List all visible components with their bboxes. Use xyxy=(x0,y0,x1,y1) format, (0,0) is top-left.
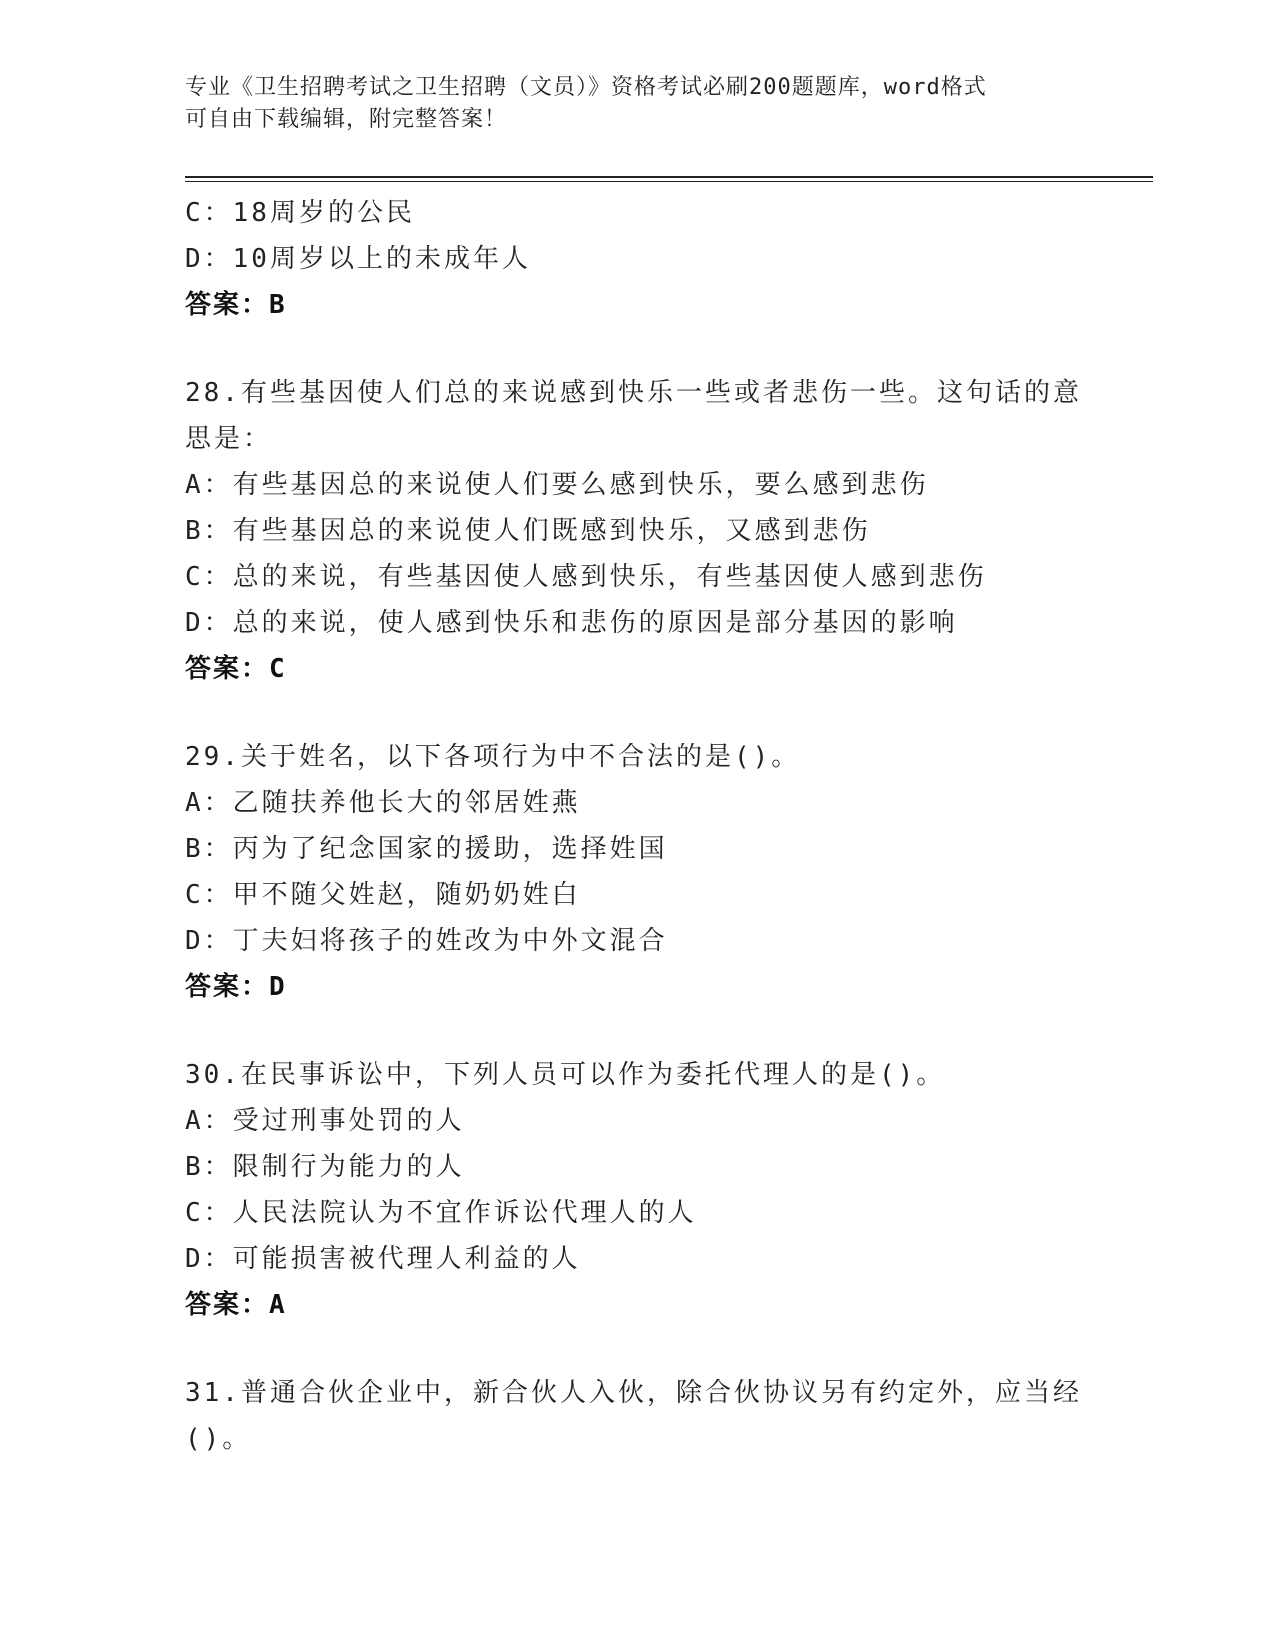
option-a: A：有些基因总的来说使人们要么感到快乐，要么感到悲伤 xyxy=(185,470,929,500)
document-header xyxy=(185,72,1085,136)
answer-line: 答案：B xyxy=(185,290,287,320)
option-c: C：人民法院认为不宜作诉讼代理人的人 xyxy=(185,1198,697,1228)
question-31 xyxy=(185,1370,1085,1462)
option-b: B：丙为了纪念国家的援助，选择姓国 xyxy=(185,834,668,864)
question-stem-continued: 思是： xyxy=(185,424,273,454)
answer-line: 答案：D xyxy=(185,972,287,1002)
option-c: C：甲不随父姓赵，随奶奶姓白 xyxy=(185,880,581,910)
question-30 xyxy=(185,1052,1085,1328)
header-line-1: 专业《卫生招聘考试之卫生招聘（文员）》资格考试必刷200题题库，word格式 xyxy=(185,75,987,100)
option-b: B：有些基因总的来说使人们既感到快乐，又感到悲伤 xyxy=(185,516,871,546)
question-stem: 30.在民事诉讼中，下列人员可以作为委托代理人的是()。 xyxy=(185,1060,946,1090)
option-c: C：总的来说，有些基因使人感到快乐，有些基因使人感到悲伤 xyxy=(185,562,987,592)
option-c: C：18周岁的公民 xyxy=(185,198,415,228)
header-divider-thin xyxy=(185,181,1153,182)
option-d: D：10周岁以上的未成年人 xyxy=(185,244,531,274)
option-a: A：受过刑事处罚的人 xyxy=(185,1106,465,1136)
option-d: D：总的来说，使人感到快乐和悲伤的原因是部分基因的影响 xyxy=(185,608,958,638)
question-28 xyxy=(185,370,1085,692)
header-divider-thick xyxy=(185,176,1153,178)
answer-line: 答案：C xyxy=(185,654,287,684)
header-line-2: 可自由下载编辑，附完整答案！ xyxy=(185,107,508,132)
question-stem: 31.普通合伙企业中，新合伙人入伙，除合伙协议另有约定外，应当经 xyxy=(185,1378,1082,1408)
question-stem-continued: ()。 xyxy=(185,1424,252,1454)
question-stem: 29.关于姓名，以下各项行为中不合法的是()。 xyxy=(185,742,801,772)
answer-line: 答案：A xyxy=(185,1290,287,1320)
option-b: B：限制行为能力的人 xyxy=(185,1152,465,1182)
question-list xyxy=(185,190,1085,1462)
option-a: A：乙随扶养他长大的邻居姓燕 xyxy=(185,788,581,818)
previous-question-tail xyxy=(185,190,1085,328)
option-d: D：可能损害被代理人利益的人 xyxy=(185,1244,581,1274)
question-stem: 28.有些基因使人们总的来说感到快乐一些或者悲伤一些。这句话的意 xyxy=(185,378,1082,408)
option-d: D：丁夫妇将孩子的姓改为中外文混合 xyxy=(185,926,668,956)
question-29 xyxy=(185,734,1085,1010)
